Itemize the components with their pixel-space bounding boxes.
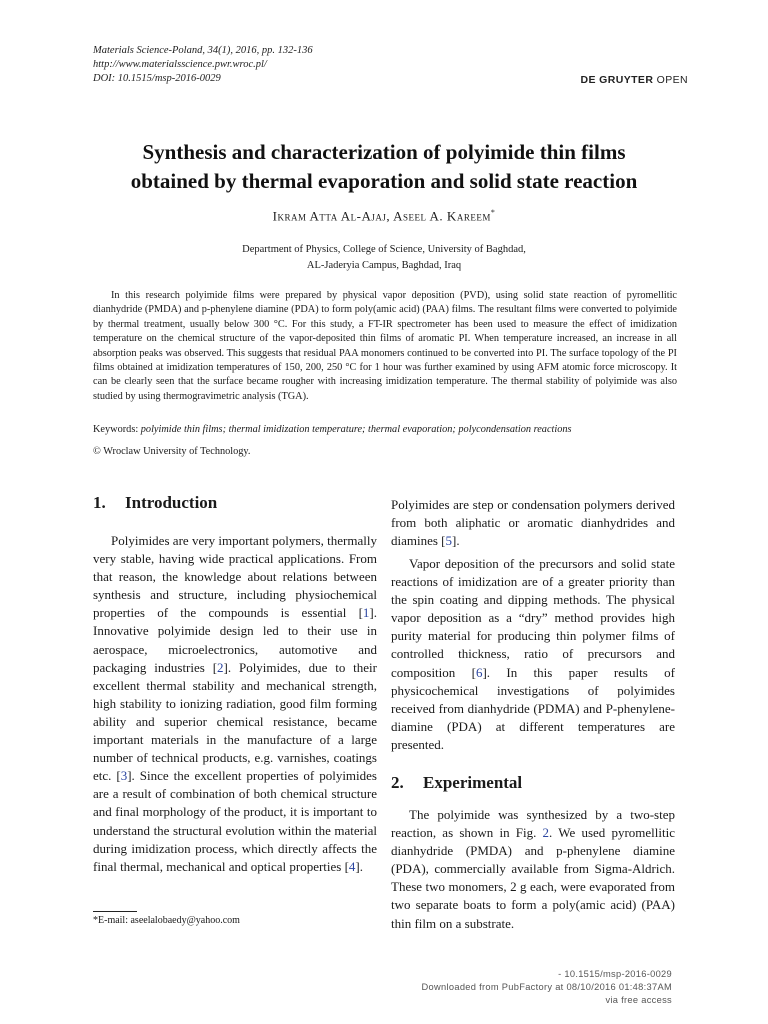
journal-info (93, 44, 313, 86)
text-run: The polyimide was synthesized by a two-step reaction, as shown in Fig. (391, 807, 675, 841)
section-heading-experimental (391, 773, 522, 793)
section-number: 2. (391, 773, 404, 792)
authors (84, 208, 684, 224)
text-run: . We used pyromellitic dianhydride (PMDA) and p-phenylene diamine (PDA), commercially available from Sigma-Aldrich. These two monomers, 2 g each, were evaporated from two separate boats to form a poly(amic acid) (PAA) thin film on a substrate. (391, 825, 675, 931)
publisher-name: DE GRUYTER (580, 74, 654, 86)
footnote-divider (93, 911, 137, 912)
publisher-open: OPEN (656, 74, 688, 86)
citation-link-4[interactable]: 4 (348, 858, 356, 874)
citation-link-1[interactable]: 1 (362, 605, 370, 621)
download-source: Downloaded from PubFactory at 08/10/2016 01:48:37AM (421, 982, 672, 992)
citation-link-2[interactable]: 2 (217, 659, 224, 675)
citation-link-3[interactable]: 3 (120, 768, 128, 784)
keywords-list: polyimide thin films; thermal imidization temperature; thermal evaporation; polycondensation reactions (140, 424, 572, 435)
text-run: Polyimides are very important polymers, thermally very stable, having wide practical applications. From that reason, the knowledge about relations between synthesis and structure, including physiochemical properties of the compounds is essential [ (93, 533, 377, 621)
text-run: Vapor deposition of the precursors and solid state reactions of imidization are of a greater priority than the spin coating and dipping methods. The physical vapor deposition as a “dry” method provides high purity material for producing thin polymer films of controlled thickness, ratio of precursors and composition [ (391, 556, 675, 680)
section-title: Experimental (423, 773, 523, 792)
publisher-logo (580, 74, 688, 86)
journal-url[interactable]: http://www.materialsscience.pwr.wroc.pl/ (93, 59, 267, 70)
text-run: ]. In this paper results of physicochemical investigations of polyimides received from dianhydride (PDMA) and P-phenylene-diamine (PDA) at different temperatures are presented. (391, 664, 675, 752)
experimental-paragraph-1 (391, 806, 675, 933)
affiliation-line-2: AL-Jaderyia Campus, Baghdad, Iraq (306, 260, 462, 271)
doi[interactable]: DOI: 10.1515/msp-2016-0029 (93, 73, 221, 84)
section-heading-introduction (93, 493, 217, 513)
affiliation (84, 242, 684, 274)
intro-paragraph-3 (391, 555, 675, 754)
citation-link-5[interactable]: 5 (445, 533, 453, 549)
text-run: ]. (355, 858, 364, 874)
keywords (93, 423, 677, 437)
title-line-1: Synthesis and characterization of polyimide thin films (142, 140, 626, 164)
footnote-email: *E-mail: aseelalobaedy@yahoo.com (93, 915, 240, 926)
download-access: via free access (605, 995, 672, 1005)
citation-link-6[interactable]: 6 (475, 664, 483, 680)
affiliation-line-1: Department of Physics, College of Science, University of Baghdad, (242, 244, 526, 255)
text-run: ]. Polyimides, due to their excellent thermal stability and mechanical strength, high stability to ionizing radiation, good film forming ability and superior chemical resistance, became important materials in the manufacture of a large number of technical products, e.g. varnishes, coatings etc. [ (93, 659, 377, 784)
title-line-2: obtained by thermal evaporation and solid state reaction (130, 169, 638, 193)
text-run: ]. (452, 533, 460, 549)
abstract: In this research polyimide films were prepared by physical vapor deposition (PVD), using solid state reaction of pyromellitic dianhydride (PMDA) and p-phenylene diamine (PDA) to form poly(amic acid) (PAA) films. The resultant films were converted to polyimide by thermal treatment, usually below 300 °C. For this study, a FT-IR spectrometer has been used to measure the effect of imidization temperature on the chemical structure of the vapor-deposited thin films of aromatic PI. When temperature increased, an increase in all absorption peaks was observed. This suggests that residual PAA monomers continued to be converted into PI. The surface topology of the PI films obtained at imidization temperatures of 150, 200, 250 °C for 1 hour was further examined by using AFM atomic force microscopy. It can be clearly seen that the surface became rougher with increasing imidization temperature. The thermal stability of polyimide was also studied by using thermogravimetric analysis (TGA). (93, 290, 677, 402)
copyright: © Wroclaw University of Technology. (93, 446, 251, 457)
journal-citation: Materials Science-Poland, 34(1), 2016, pp. 132-136 (93, 45, 313, 56)
download-doi: - 10.1515/msp-2016-0029 (558, 969, 672, 979)
keywords-label: Keywords: (93, 424, 139, 435)
figure-link-2[interactable]: 2 (542, 825, 550, 841)
paper-title (84, 138, 684, 196)
section-title: Introduction (125, 493, 218, 512)
download-info (422, 968, 672, 1007)
section-number: 1. (93, 493, 106, 512)
author-names: Ikram Atta Al-Ajaj, Aseel A. Kareem (272, 208, 491, 224)
text-run: ]. Since the excellent properties of polyimides are a result of combination of both chemical structure and final morphology of the product, it is important to understand the structural evolution within the material during imidization process, which directly affects the final thermal, mechanical and optical properties [ (93, 768, 377, 874)
intro-paragraph-1 (93, 532, 377, 876)
corresponding-author-mark: * (490, 208, 496, 217)
text-run: ]. Innovative polyimide design led to their use in aerospace, microelectronics, automotive and packaging industries [ (93, 605, 377, 675)
text-run: Polyimides are step or condensation polymers derived from both aliphatic or aromatic dianhydrides and diamines [ (391, 497, 675, 549)
intro-paragraph-2 (391, 496, 675, 550)
